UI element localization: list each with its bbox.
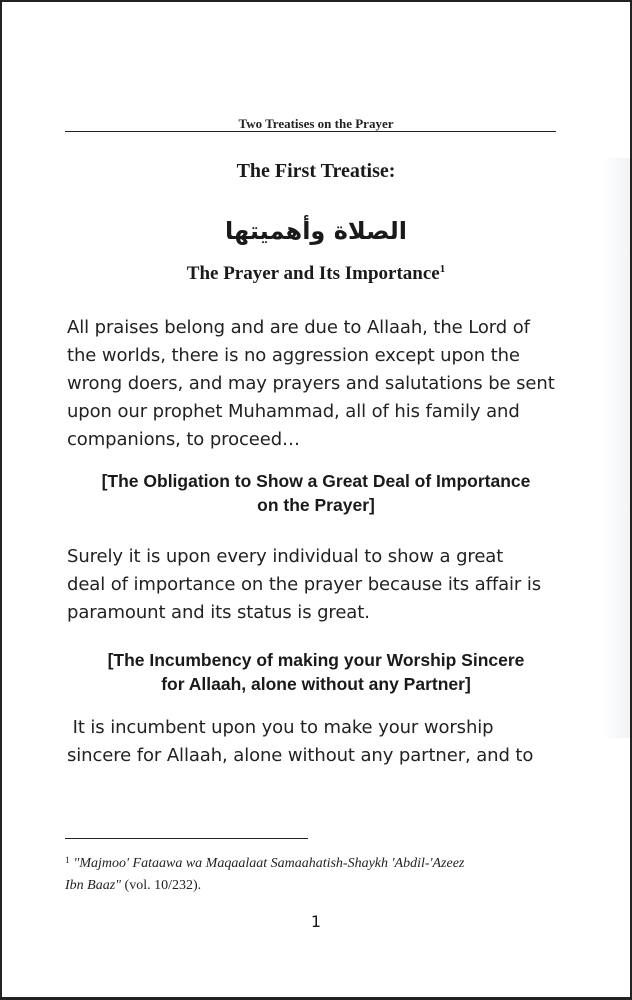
text-line: sincere for Allaah, alone without any partner, and to [67, 745, 534, 766]
paragraph-sincerity [67, 714, 567, 770]
footnote-rule [65, 838, 308, 839]
section-heading-obligation [40, 469, 592, 517]
footnote-mark: 1 [65, 855, 70, 865]
scan-shadow [602, 158, 630, 738]
text-line: the worlds, there is no aggression except upon the [67, 345, 520, 366]
text-line: companions, to proceed… [67, 429, 300, 450]
heading-line: [The Incumbency of making your Worship Sincere [107, 650, 525, 670]
footnote [65, 849, 571, 897]
text-line: Surely it is upon every individual to show a great [67, 546, 504, 567]
page-number: 1 [310, 912, 322, 931]
chapter-title-text: The Prayer and Its Importance [186, 263, 440, 284]
header-rule [65, 131, 556, 132]
footnote-source-title-cont: Ibn Baaz" [65, 878, 122, 893]
section-heading-sincerity [40, 648, 592, 696]
footnote-reference[interactable]: 1 [439, 263, 446, 275]
footnote-citation: (vol. 10/232). [121, 878, 202, 893]
text-line: paramount and its status is great. [67, 602, 370, 623]
text-line: All praises belong and are due to Allaah, the Lord of [67, 317, 530, 338]
text-line: deal of importance on the prayer because its affair is [67, 574, 541, 595]
footnote-source-title: "Majmoo' Fataawa wa Maqaalaat Samaahatish-Shaykh 'Abdil-'Azeez [73, 856, 465, 871]
treatise-label: The First Treatise: [236, 160, 396, 182]
chapter-title [0, 263, 632, 285]
heading-line: [The Obligation to Show a Great Deal of Importance [101, 471, 531, 491]
text-line: wrong doers, and may prayers and salutations be sent [67, 373, 555, 394]
text-line: It is incumbent upon you to make your worship [67, 717, 494, 738]
heading-line: on the Prayer] [257, 495, 375, 515]
running-header: Two Treatises on the Prayer [238, 116, 394, 131]
paragraph-obligation [67, 543, 567, 627]
heading-line: for Allaah, alone without any Partner] [161, 674, 471, 694]
paragraph-intro [67, 314, 567, 454]
arabic-title: الصلاة وأهميتها [225, 217, 407, 245]
text-line: upon our prophet Muhammad, all of his family and [67, 401, 520, 422]
